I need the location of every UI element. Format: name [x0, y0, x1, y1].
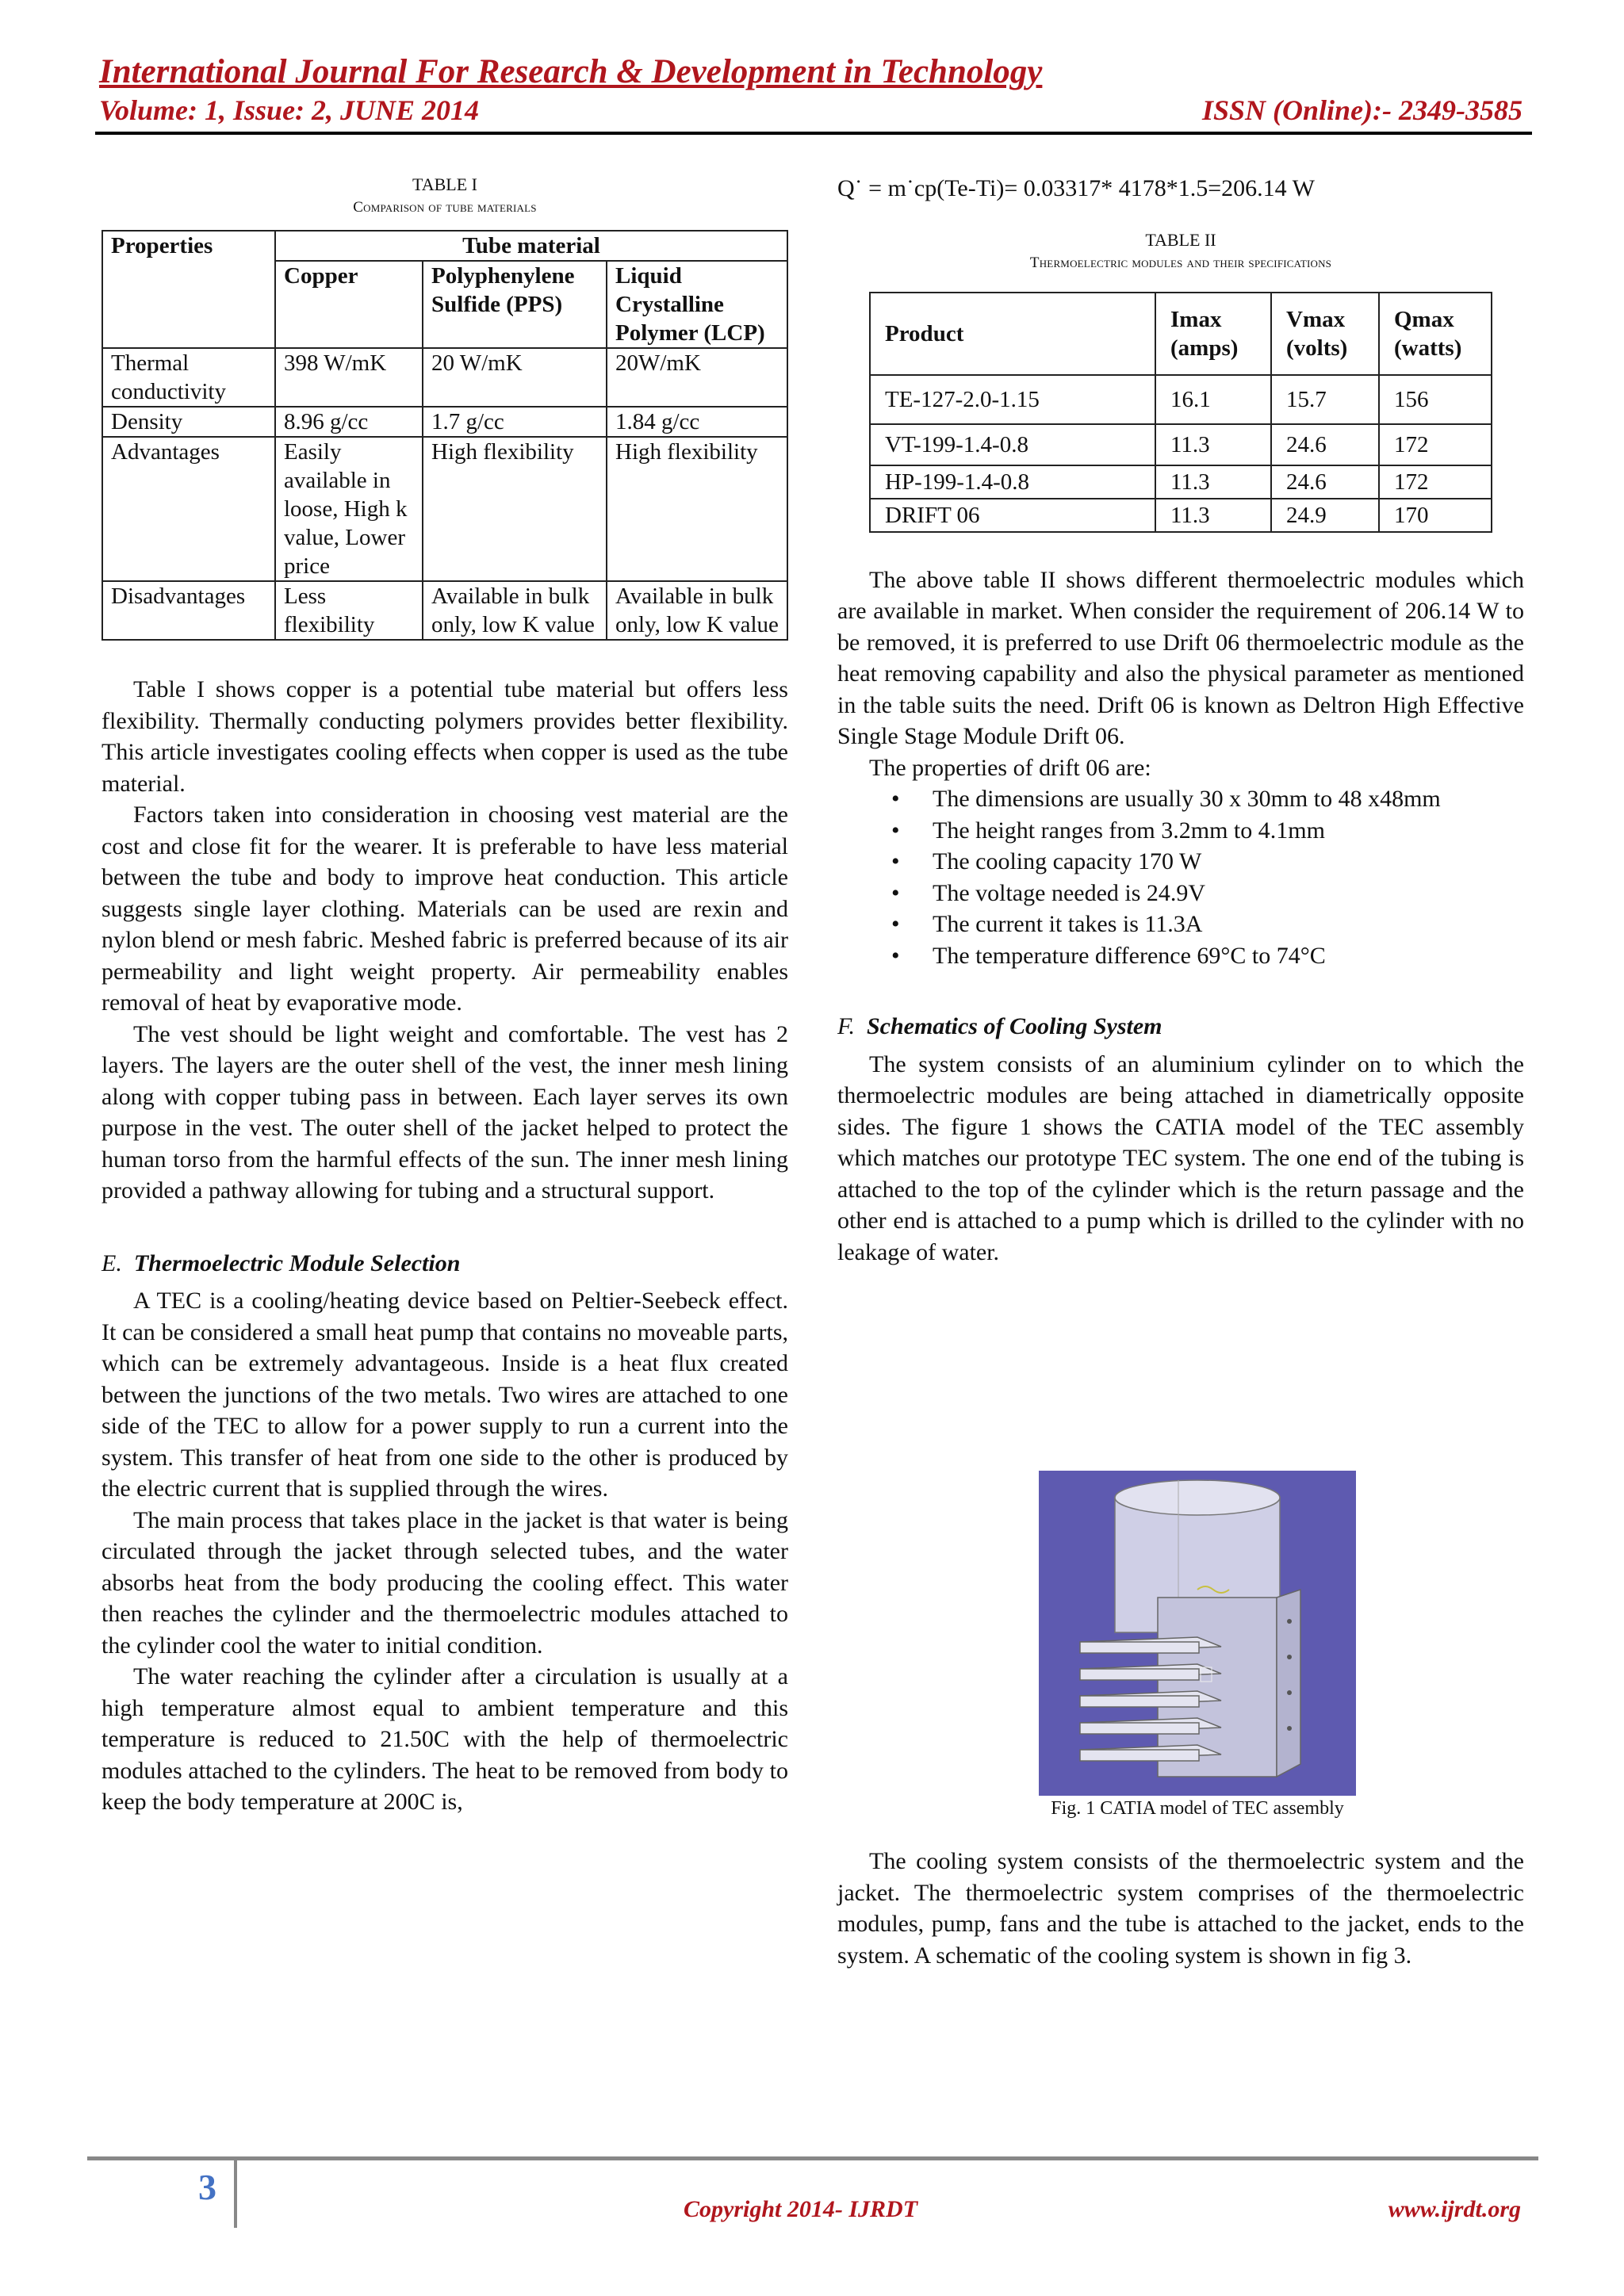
tec-assembly-drawing — [1039, 1471, 1356, 1796]
table-row — [102, 407, 787, 437]
table-cell: 24.6 — [1271, 424, 1379, 465]
table-cell: Thermal conductivity — [102, 348, 275, 407]
journal-title: International Journal For Research & Development in Technology — [99, 53, 1043, 90]
list-item: • The current it takes is 11.3A — [891, 909, 1524, 940]
table-cell: Disadvantages — [102, 581, 275, 640]
section-heading-e — [102, 1248, 788, 1280]
copyright: Copyright 2014- IJRDT — [684, 2196, 918, 2222]
table2-label: TABLE II — [1145, 229, 1216, 250]
table-cell: HP-199-1.4-0.8 — [870, 465, 1155, 499]
properties-list — [837, 783, 1524, 971]
table-cell: 8.96 g/cc — [275, 407, 423, 437]
equation: Q˙ = m˙cp(Te-Ti)= 0.03317* 4178*1.5=206.14 W — [837, 175, 1315, 201]
table-cell: 15.7 — [1271, 375, 1379, 424]
table-header-cell: Imax (amps) — [1155, 293, 1271, 375]
table1-title: Comparison of tube materials — [353, 199, 537, 216]
table-cell: Available in bulk only, low K value — [607, 581, 787, 640]
table-header-cell: Vmax (volts) — [1271, 293, 1379, 375]
table-cell: 11.3 — [1155, 499, 1271, 532]
table-cell: 1.7 g/cc — [423, 407, 607, 437]
table2-title: Thermoelectric modules and their specifications — [1029, 254, 1332, 271]
table-header-cell: Product — [870, 293, 1155, 375]
paragraph: The cooling system consists of the thermoelectric system and the jacket. The thermoelectric system comprises of the thermoelectric modules, pump, fans and the tube is attached to the jacket, ends to the system. A schematic of the cooling system is shown in fig 3. — [837, 1848, 1524, 1969]
table-header-cell: Tube material — [275, 231, 787, 261]
volume-issue: Volume: 1, Issue: 2, JUNE 2014 — [99, 94, 480, 126]
table-cell: High flexibility — [423, 437, 607, 581]
table-row — [102, 581, 787, 640]
table-header-cell: Polyphenylene Sulfide (PPS) — [423, 261, 607, 348]
right-column-bottom — [837, 1846, 1524, 1971]
table-row — [870, 465, 1492, 499]
section-title: Schematics of Cooling System — [866, 1013, 1162, 1039]
table-cell: 24.9 — [1271, 499, 1379, 532]
list-item: • The height ranges from 3.2mm to 4.1mm — [891, 815, 1524, 847]
list-item: • The temperature difference 69°C to 74°C — [891, 940, 1524, 972]
table-comparison-tube-materials — [102, 230, 788, 641]
paragraph: The main process that takes place in the jacket is that water is being circulated through the jacket through selected tubes, and the water absorbs heat from the body producing the cooling effect. This water then reaches the cylinder and the thermoelectric modules attached to the cylinder cool the water to initial condition. — [102, 1506, 788, 1659]
table-cell: VT-199-1.4-0.8 — [870, 424, 1155, 465]
table-row — [870, 293, 1492, 375]
list-item: • The voltage needed is 24.9V — [891, 878, 1524, 909]
list-item: • The cooling capacity 170 W — [891, 846, 1524, 878]
table-cell: 20W/mK — [607, 348, 787, 407]
table-cell: TE-127-2.0-1.15 — [870, 375, 1155, 424]
table-cell: 11.3 — [1155, 465, 1271, 499]
table-header-cell: Liquid Crystalline Polymer (LCP) — [607, 261, 787, 348]
paragraph: The system consists of an aluminium cylinder on to which the thermoelectric modules are being attached in diametrically opposite sides. The figure 1 shows the CATIA model of the TEC assembly which matches our prototype TEC system. The one end of the tubing is attached to the top of the cylinder which is the return passage and the other end is attached to a pump which is drilled to the cylinder with no leakage of water. — [837, 1050, 1524, 1265]
paragraph: The above table II shows different thermoelectric modules which are available in market. When consider the requirement of 206.14 W to be removed, it is preferred to use Drift 06 thermoelectric module as the heat removing capability and also the physical parameter as mentioned in the table suits the need. Drift 06 is known as Deltron High Effective Single Stage Module Drift 06. — [837, 566, 1524, 749]
table-cell: Less flexibility — [275, 581, 423, 640]
table-cell: 20 W/mK — [423, 348, 607, 407]
table1-label: TABLE I — [412, 174, 477, 194]
table-row — [870, 499, 1492, 532]
table-header-cell: Qmax (watts) — [1379, 293, 1492, 375]
table-cell: 170 — [1379, 499, 1492, 532]
table-row — [102, 437, 787, 581]
table-cell: 1.84 g/cc — [607, 407, 787, 437]
table-cell: 24.6 — [1271, 465, 1379, 499]
catia-tec-assembly-figure — [1039, 1471, 1356, 1796]
footer-divider — [234, 2160, 237, 2228]
paragraph: The vest should be light weight and comfortable. The vest has 2 layers. The layers are the outer shell of the vest, the inner mesh lining along with copper tubing pass in between. Each layer serves its own purpose in the vest. The outer shell of the jacket helped to protect the human torso from the harmful effects of the sun. The inner mesh lining provided a pathway allowing for tubing and a structural support. — [102, 1020, 788, 1203]
table-thermoelectric-modules — [869, 292, 1492, 533]
table-row — [102, 348, 787, 407]
list-item: • The dimensions are usually 30 x 30mm to 48 x48mm — [891, 783, 1524, 815]
left-column — [102, 173, 788, 1818]
table-cell: 11.3 — [1155, 424, 1271, 465]
table-cell: 398 W/mK — [275, 348, 423, 407]
issn: ISSN (Online):- 2349-3585 — [1201, 94, 1522, 126]
table-cell: 16.1 — [1155, 375, 1271, 424]
journal-website: www.ijrdt.org — [1388, 2196, 1521, 2222]
table-cell: Available in bulk only, low K value — [423, 581, 607, 640]
section-letter: E. — [102, 1249, 122, 1276]
table-cell: 156 — [1379, 375, 1492, 424]
table-row — [870, 375, 1492, 424]
section-heading-f — [837, 1011, 1524, 1043]
paragraph: The water reaching the cylinder after a circulation is usually at a high temperature almost equal to ambient temperature and this temperature is reduced to 21.50C with the help of thermoelectric modules attached to the cylinders. The heat to be removed from body to keep the body temperature at 200C is, — [102, 1663, 788, 1815]
table-cell: DRIFT 06 — [870, 499, 1155, 532]
footer-rule — [87, 2156, 1538, 2160]
table2-caption — [837, 228, 1524, 274]
table1-caption — [102, 173, 788, 219]
section-title: Thermoelectric Module Selection — [133, 1249, 461, 1276]
table-cell: Advantages — [102, 437, 275, 581]
section-letter: F. — [837, 1013, 855, 1039]
table-row — [870, 424, 1492, 465]
right-column — [837, 173, 1524, 1268]
table-cell: 172 — [1379, 465, 1492, 499]
paragraph: Factors taken into consideration in choosing vest material are the cost and close fit for the wearer. It is preferable to have less material between the tube and body to improve heat conduction. This article suggests single layer clothing. Materials can be used are rexin and nylon blend or mesh fabric. Meshed fabric is preferred because of its air permeability and light weight property. Air permeability enables removal of heat by evaporative mode. — [102, 802, 788, 1016]
page-number: 3 — [198, 2167, 216, 2207]
paragraph: A TEC is a cooling/heating device based on Peltier‑Seebeck effect. It can be considered a small heat pump that contains no moveable parts, which can be extremely advantageous. Inside is a heat flux created between the junctions of the two metals. Two wires are attached to one side of the TEC to allow for a power supply to run a current into the system. This transfer of heat from one side to the other is produced by the electric current that is supplied through the wires. — [102, 1288, 788, 1502]
table-cell: Easily available in loose, High k value, Lower price — [275, 437, 423, 581]
header-rule — [95, 132, 1532, 135]
table-cell: Density — [102, 407, 275, 437]
paragraph: The properties of drift 06 are: — [869, 754, 1151, 781]
figure-caption: Fig. 1 CATIA model of TEC assembly — [1051, 1798, 1344, 1819]
table-cell: High flexibility — [607, 437, 787, 581]
table-header-cell: Properties — [102, 231, 275, 348]
paragraph: Table I shows copper is a potential tube material but offers less flexibility. Thermally conducting polymers provides better flexibility. This article investigates cooling effects when copper is used as the tube material. — [102, 676, 788, 797]
table-row — [102, 231, 787, 261]
table-header-cell: Copper — [275, 261, 423, 348]
table-cell: 172 — [1379, 424, 1492, 465]
